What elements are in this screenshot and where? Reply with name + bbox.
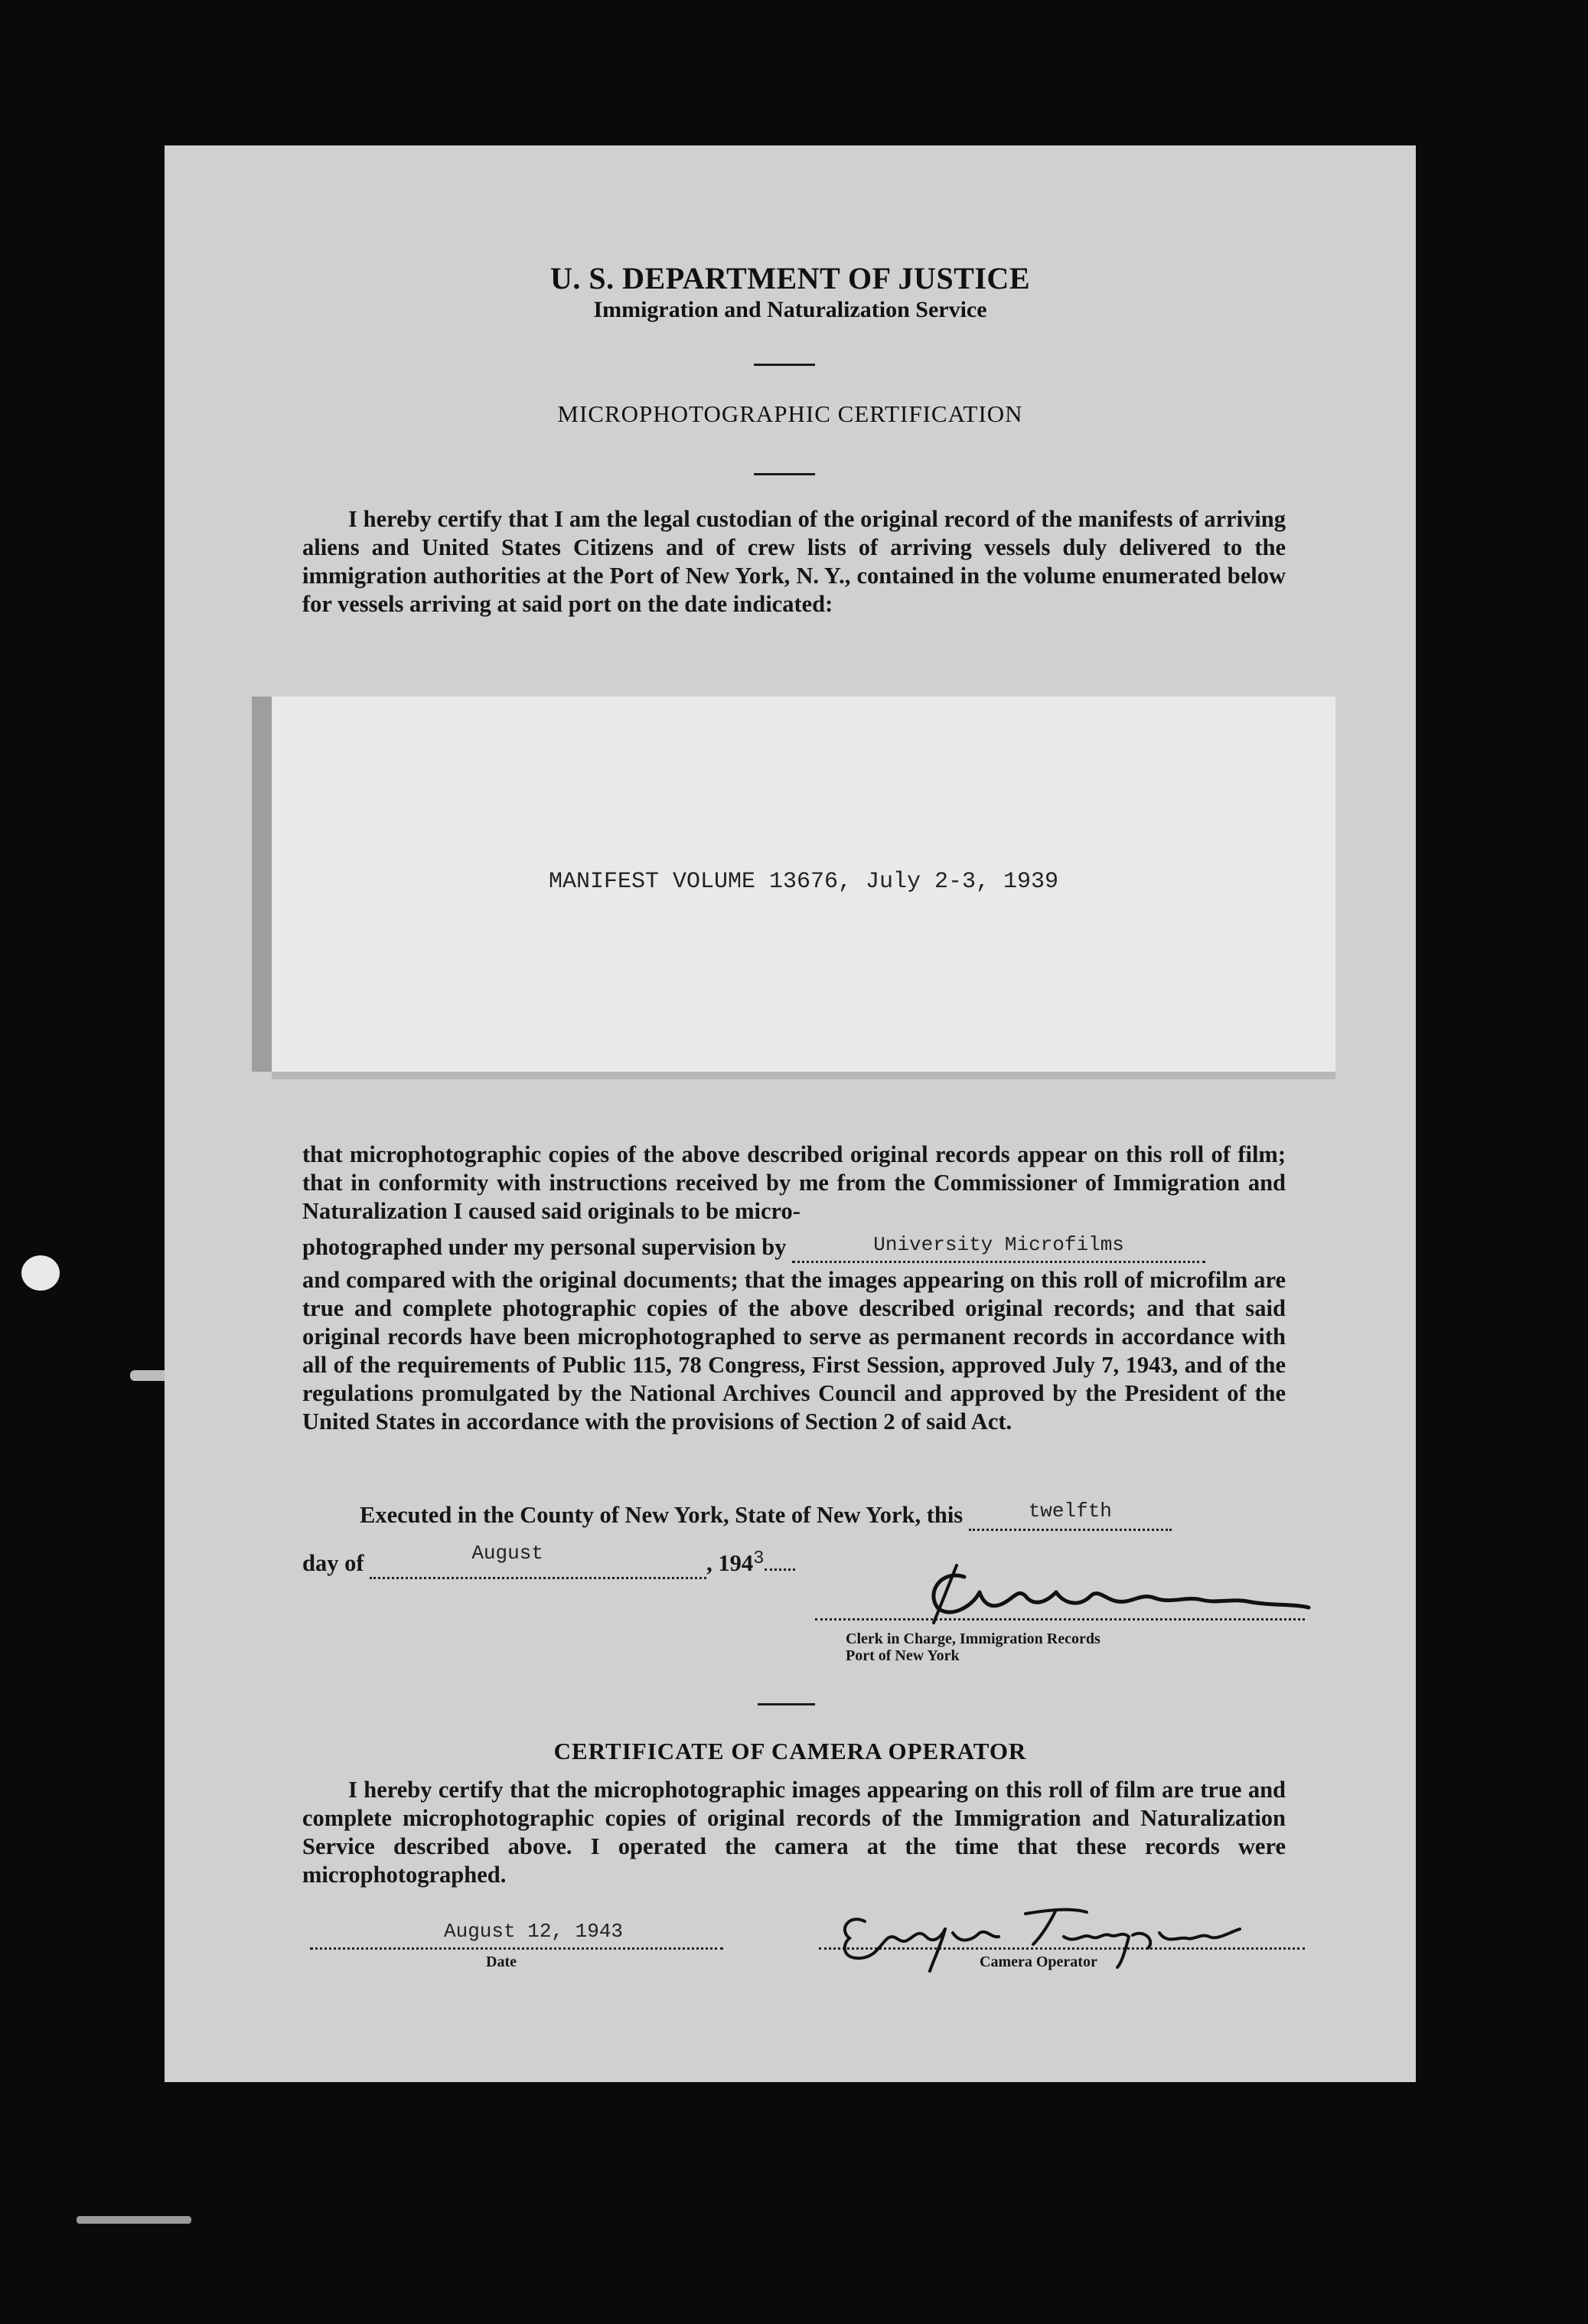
date-line xyxy=(302,1542,795,1579)
department-heading: U. S. DEPARTMENT OF JUSTICE xyxy=(550,261,1030,295)
camera-certificate-title: CERTIFICATE OF CAMERA OPERATOR xyxy=(553,1738,1027,1764)
manifest-volume-text: MANIFEST VOLUME 13676, July 2-3, 1939 xyxy=(548,869,1059,895)
clerk-title: Clerk in Charge, Immigration Records xyxy=(846,1630,1101,1647)
execution-line xyxy=(360,1502,1172,1531)
day-field xyxy=(969,1502,1172,1531)
body-paragraph-part1: that microphotographic copies of the above described original records appear on this roll of film; that in conformity with instructions received by me from the Commissioner of Immigration and Naturalization I caused said originals to be micro- xyxy=(302,1141,1286,1224)
film-speck xyxy=(21,1255,60,1291)
date-label: Date xyxy=(486,1954,517,1970)
certification-title: MICROPHOTOGRAPHIC CERTIFICATION xyxy=(557,400,1023,427)
clerk-caption xyxy=(846,1630,1101,1664)
camera-paragraph: I hereby certify that the microphotographic images appearing on this roll of film are true and complete microphotographic copies of original records of the Immigration and Naturalization Service described above. I operated the camera at the time that these records were microphotographed. xyxy=(302,1777,1286,1888)
certification-document xyxy=(165,145,1416,2082)
service-heading: Immigration and Naturalization Service xyxy=(593,297,987,322)
month-value: August xyxy=(471,1542,543,1565)
clerk-port: Port of New York xyxy=(846,1647,960,1664)
day-of-label: day of xyxy=(302,1550,364,1576)
year-digit: 3 xyxy=(753,1549,765,1569)
supervisor-field xyxy=(792,1234,1205,1263)
divider xyxy=(754,473,815,475)
divider xyxy=(758,1703,815,1705)
intro-paragraph: I hereby certify that I am the legal custodian of the original record of the manifests of arriving aliens and United States Citizens and of crew lists of arriving vessels duly delivered to the immigration authorities at the Port of New York, N. Y., contained in the volume enumerated below for vessels arriving at said port on the date indicated: xyxy=(302,506,1286,617)
year-prefix: , 194 xyxy=(706,1550,754,1576)
operator-label: Camera Operator xyxy=(980,1954,1097,1970)
manifest-volume-slip xyxy=(272,697,1335,1072)
day-value: twelfth xyxy=(1028,1500,1112,1523)
supervision-line xyxy=(302,1234,1205,1263)
year-field-dots xyxy=(765,1568,795,1571)
date-value: August 12, 1943 xyxy=(444,1920,624,1943)
clerk-signature xyxy=(911,1562,1324,1630)
supervision-prefix: photographed under my personal supervision by xyxy=(302,1234,787,1260)
month-field xyxy=(370,1542,706,1579)
supervisor-value: University Microfilms xyxy=(873,1233,1124,1256)
execution-prefix: Executed in the County of New York, State of New York, this xyxy=(360,1502,964,1528)
divider xyxy=(754,364,815,366)
body-paragraph-part2: and compared with the original documents; that the images appearing on this roll of microfilm are true and complete photographic copies of the above described original records; and that said original records have been microphotographed to serve as permanent records in accordance with all of the requirements of Public 115, 78 Congress, First Session, approved July 7, 1943, and of the regulations promulgated by the National Archives Council and approved by the President of the United States in accordance with the provisions of Section 2 of said Act. xyxy=(302,1267,1286,1435)
film-speck xyxy=(77,2216,191,2224)
date-field xyxy=(310,1946,723,1950)
